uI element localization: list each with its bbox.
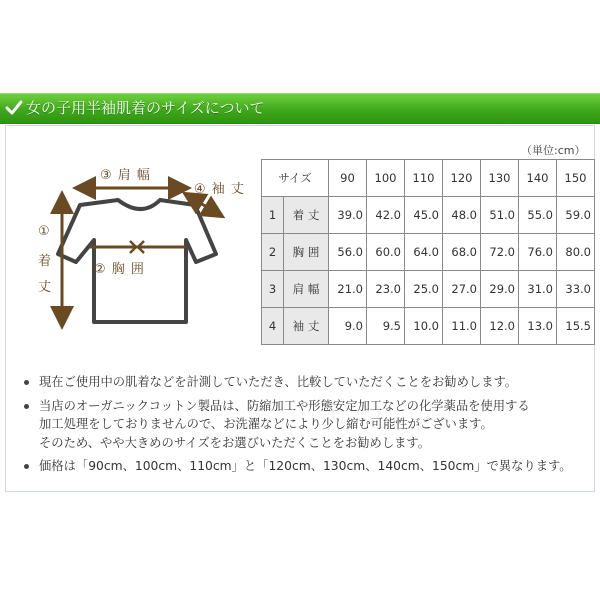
table-row <box>262 234 595 271</box>
table-cell: 45.0 <box>405 197 443 234</box>
size-col: 130 <box>481 160 519 197</box>
table-row <box>262 308 595 345</box>
table-cell: 23.0 <box>367 271 405 308</box>
body-length-num: ① <box>38 224 51 239</box>
table-cell: 15.5 <box>557 308 595 345</box>
table-cell: 25.0 <box>405 271 443 308</box>
list-item <box>22 373 582 392</box>
table-cell: 48.0 <box>443 197 481 234</box>
table-cell: 68.0 <box>443 234 481 271</box>
size-col: 140 <box>519 160 557 197</box>
notes-list <box>22 373 582 481</box>
note-line: 現在ご使用中の肌着などを計測していただき、比較していただくことをお勧めします。 <box>39 375 518 389</box>
bullet-icon <box>24 404 29 409</box>
table-cell: 64.0 <box>405 234 443 271</box>
sleeve-length-label: ④ 袖 丈 <box>194 182 245 197</box>
size-table <box>261 159 595 345</box>
table-cell: 10.0 <box>405 308 443 345</box>
size-header-cell: サイズ <box>262 160 329 197</box>
garment-diagram <box>30 158 260 338</box>
note-line: 当店のオーガニックコットン製品は、防縮加工や形態安定加工などの化学薬品を使用する <box>39 398 530 413</box>
note-line: 加工処理をしておりませんので、お洗濯などにより少し縮む可能性がございます。 <box>39 417 493 431</box>
table-cell: 33.0 <box>557 271 595 308</box>
table-cell: 80.0 <box>557 234 595 271</box>
check-icon <box>5 99 23 117</box>
table-cell: 39.0 <box>329 197 367 234</box>
bullet-icon <box>24 464 29 469</box>
row-label: 着 丈 <box>284 197 329 234</box>
table-cell: 9.0 <box>329 308 367 345</box>
unit-label: （単位:cm） <box>521 144 586 157</box>
table-cell: 13.0 <box>519 308 557 345</box>
table-cell: 60.0 <box>367 234 405 271</box>
note-line: そのため、やや大きめのサイズをお選びいただくことをお勧めします。 <box>39 435 431 450</box>
table-row <box>262 197 595 234</box>
size-col: 90 <box>329 160 367 197</box>
table-cell: 72.0 <box>481 234 519 271</box>
note-line: 価格は「90cm、100cm、110cm」と「120cm、130cm、140cm、150cm」で異なります。 <box>39 459 572 473</box>
size-col: 100 <box>367 160 405 197</box>
table-cell: 21.0 <box>329 271 367 308</box>
table-cell: 29.0 <box>481 271 519 308</box>
row-number: 4 <box>262 308 284 345</box>
table-cell: 76.0 <box>519 234 557 271</box>
row-number: 3 <box>262 271 284 308</box>
list-item <box>22 397 582 453</box>
table-cell: 31.0 <box>519 271 557 308</box>
section-header <box>0 93 600 124</box>
row-label: 袖 丈 <box>284 308 329 345</box>
row-number: 2 <box>262 234 284 271</box>
row-label: 肩 幅 <box>284 271 329 308</box>
table-cell: 12.0 <box>481 308 519 345</box>
bullet-icon <box>24 380 29 385</box>
list-item <box>22 457 582 476</box>
chest-label: ② 胸 囲 <box>94 262 145 277</box>
body-length-char-2: 丈 <box>38 280 53 295</box>
table-cell: 9.5 <box>367 308 405 345</box>
size-col: 110 <box>405 160 443 197</box>
section-title: 女の子用半袖肌着のサイズについて <box>26 99 265 117</box>
table-cell: 56.0 <box>329 234 367 271</box>
table-cell: 11.0 <box>443 308 481 345</box>
row-number: 1 <box>262 197 284 234</box>
shoulder-width-label: ③ 肩 幅 <box>100 168 151 183</box>
table-cell: 42.0 <box>367 197 405 234</box>
table-cell: 55.0 <box>519 197 557 234</box>
table-cell: 59.0 <box>557 197 595 234</box>
body-length-char-1: 着 <box>38 254 53 269</box>
table-cell: 27.0 <box>443 271 481 308</box>
row-label: 胸 囲 <box>284 234 329 271</box>
table-cell: 51.0 <box>481 197 519 234</box>
size-col: 120 <box>443 160 481 197</box>
size-table-header <box>262 160 595 197</box>
size-col: 150 <box>557 160 595 197</box>
table-row <box>262 271 595 308</box>
